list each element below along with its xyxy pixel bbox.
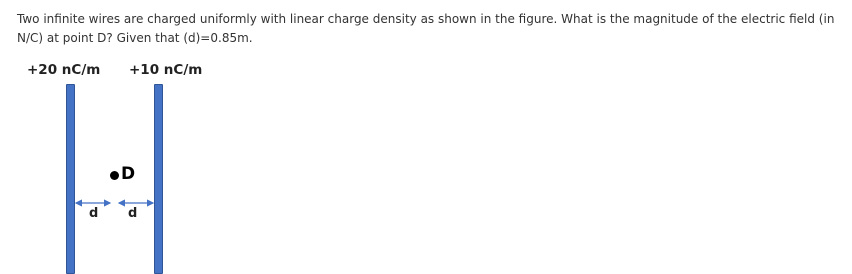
left-distance-label: d (89, 206, 99, 221)
right-distance-label: d (128, 206, 138, 221)
point-d-label: D (121, 164, 136, 184)
right-wire-charge-label: +10 nC/m (129, 62, 203, 78)
question-text: Two infinite wires are charged uniformly with linear charge density as shown in the figure. What is the magnitude of the electric field (in N/C) at point D? Given that (d)=0.85m. (17, 12, 835, 45)
left-wire-charge-label: +20 nC/m (27, 62, 101, 78)
